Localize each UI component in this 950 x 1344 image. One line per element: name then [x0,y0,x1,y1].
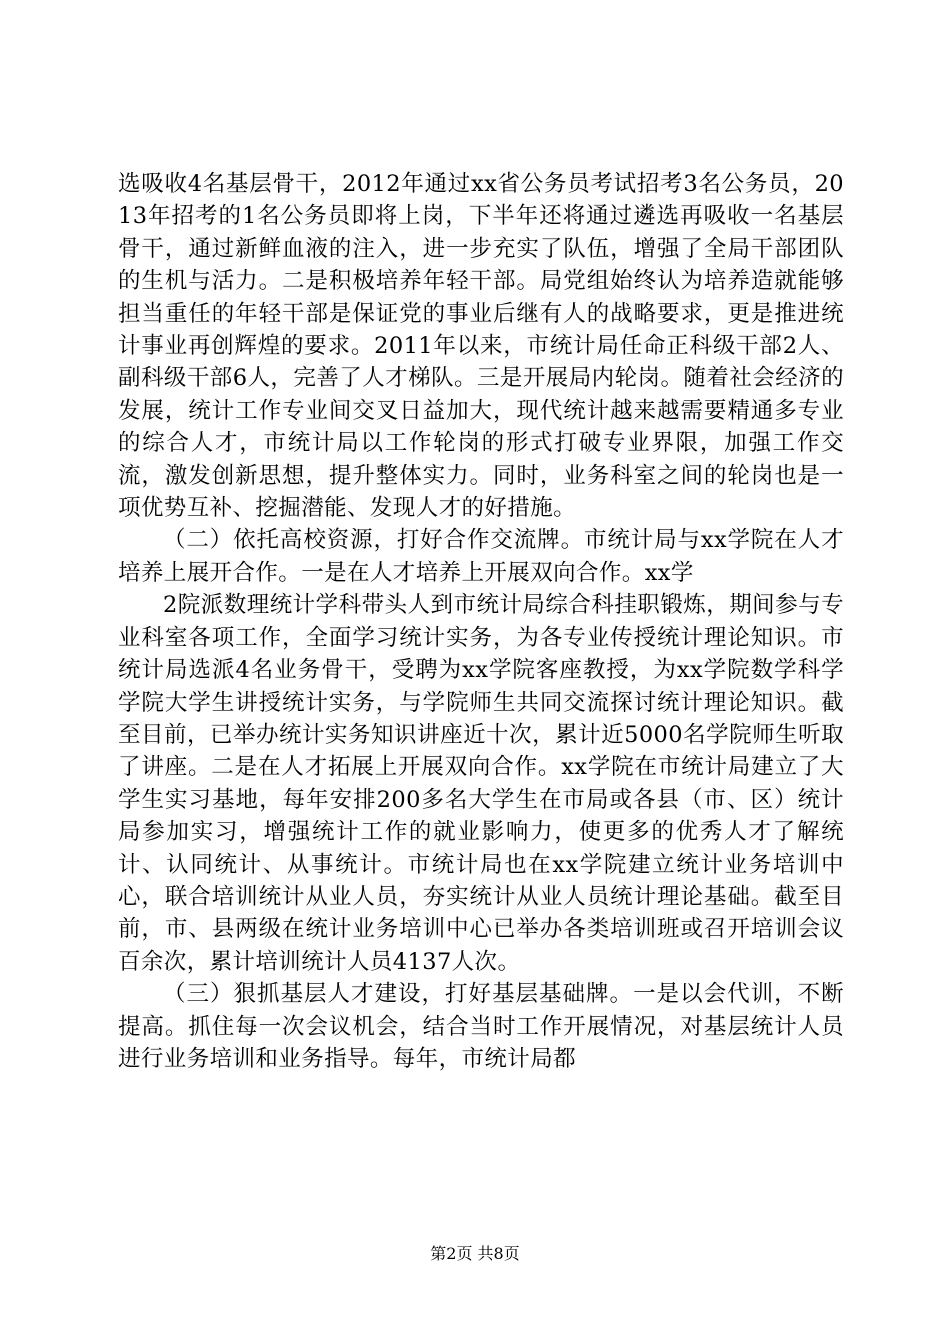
document-body [118,168,844,1075]
paragraph-university-cooperation-continued: 2院派数理统计学科带头人到市统计局综合科挂职锻炼，期间参与专业科室各项工作，全面学习统计实务，为各专业传授统计理论知识。市统计局选派4名业务骨干，受聘为xx学院客座教授，为xx学院数学科学学院大学生讲授统计实务，与学院师生共同交流探讨统计理论知识。截至目前，已举办统计实务知识讲座近十次，累计近5000名学院师生听取了讲座。二是在人才拓展上开展双向合作。xx学院在市统计局建立了大学生实习基地，每年安排200多名大学生在市局或各县（市、区）统计局参加实习，增强统计工作的就业影响力，使更多的优秀人才了解统计、认同统计、从事统计。市统计局也在xx学院建立统计业务培训中心，联合培训统计从业人员，夯实统计从业人员统计理论基础。截至目前，市、县两级在统计业务培训中心已举办各类培训班或召开培训会议百余次，累计培训统计人员4137人次。 [118,592,844,975]
paragraph-grassroots-talent: （三）狠抓基层人才建设，打好基层基础牌。一是以会代训，不断提高。抓住每一次会议机会，结合当时工作开展情况，对基层统计人员进行业务培训和业务指导。每年，市统计局都 [118,981,844,1072]
paragraph-continued-talent-intake: 选吸收4名基层骨干，2012年通过xx省公务员考试招考3名公务员，2013年招考的1名公务员即将上岗，下半年还将通过遴选再吸收一名基层骨干，通过新鲜血液的注入，进一步充实了队伍，增强了全局干部团队的生机与活力。二是积极培养年轻干部。局党组始终认为培养造就能够担当重任的年轻干部是保证党的事业后继有人的战略要求，更是推进统计事业再创辉煌的要求。2011年以来，市统计局任命正科级干部2人、副科级干部6人，完善了人才梯队。三是开展局内轮岗。随着社会经济的发展，统计工作专业间交叉日益加大，现代统计越来越需要精通多专业的综合人才，市统计局以工作轮岗的形式打破专业界限，加强工作交流，激发创新思想，提升整体实力。同时，业务科室之间的轮岗也是一项优势互补、挖掘潜能、发现人才的好措施。 [118,171,844,522]
page-number-footer: 第2页 共8页 [430,1244,520,1263]
paragraph-university-cooperation: （二）依托高校资源，打好合作交流牌。市统计局与xx学院在人才培养上展开合作。一是在人才培养上开展双向合作。xx学 [118,527,844,586]
